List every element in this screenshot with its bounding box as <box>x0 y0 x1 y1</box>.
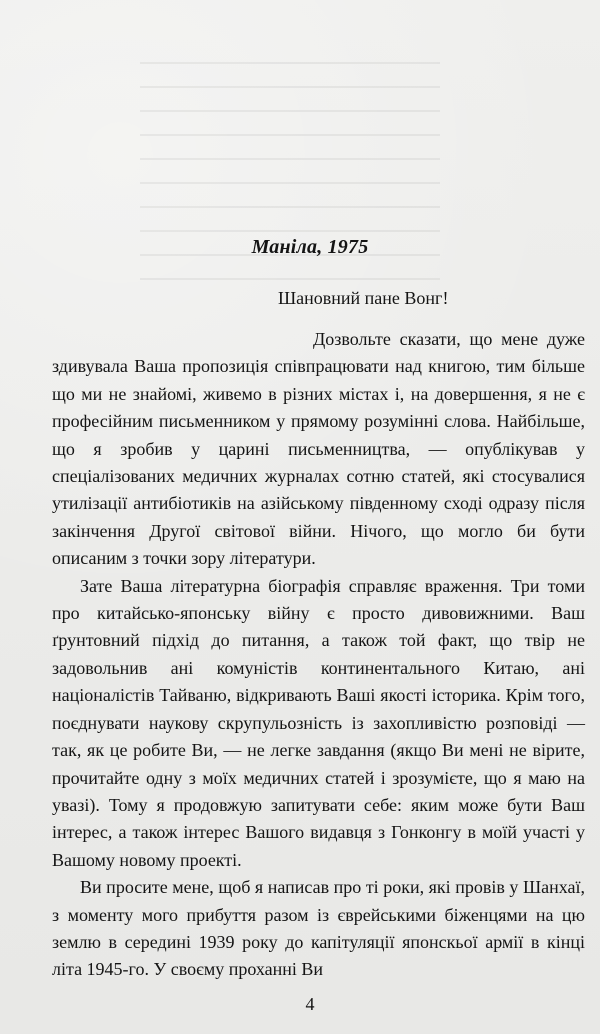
page-number: 4 <box>305 994 315 1014</box>
letter-body <box>52 326 585 984</box>
paragraph: Зате Ваша літературна біографія справляє враження. Три томи про китайсько-японську війну є просто дивовижними. Ваш ґрунтовний підхід до питання, а також той факт, що твір не задовольнив ані комуністів континентального Китаю, ані націоналістів Тайваню, відкривають Ваші якості історика. Крім того, поєднувати наукову скрупульозність із захопливістю розповіді — так, як це робите Ви, — не легке завдання (якщо Ви мені не вірите, прочитайте одну з моїх медичних статей і зрозумієте, що я маю на увазі). Тому я продовжую запитувати себе: яким може бути Ваш інтерес, а також інтерес Вашого видавця з Гонконгу в моїй участі у Вашому новому проекті. <box>52 575 585 870</box>
letter-greeting: Шановний пане Вонг! <box>278 288 449 308</box>
paragraph: Дозвольте сказати, що мене дуже здивувала Ваша пропозиція співпрацювати над книгою, тим більше що ми не знайомі, живемо в різних містах і, на довершення, я не є професійним письменником у прямому розумінні слова. Найбільше, що я зробив у царині письменництва, — опублікував у спеціалізованих медичних журналах сотню статей, які стосувалися утилізації антибіотиків на азійському південному сході одразу після закінчення Другої світової війни. Нічого, що могло би бути описаним з точки зору літератури. <box>52 329 585 569</box>
letter-heading: Маніла, 1975 <box>251 236 369 258</box>
paragraph: Ви просите мене, щоб я написав про ті роки, які провів у Шанхаї, з моменту мого прибуття разом із єврейськими біженцями на цю землю в середині 1939 року до капітуляції японскьої армії в кінці літа 1945-го. У своєму проханні Ви <box>52 877 585 980</box>
